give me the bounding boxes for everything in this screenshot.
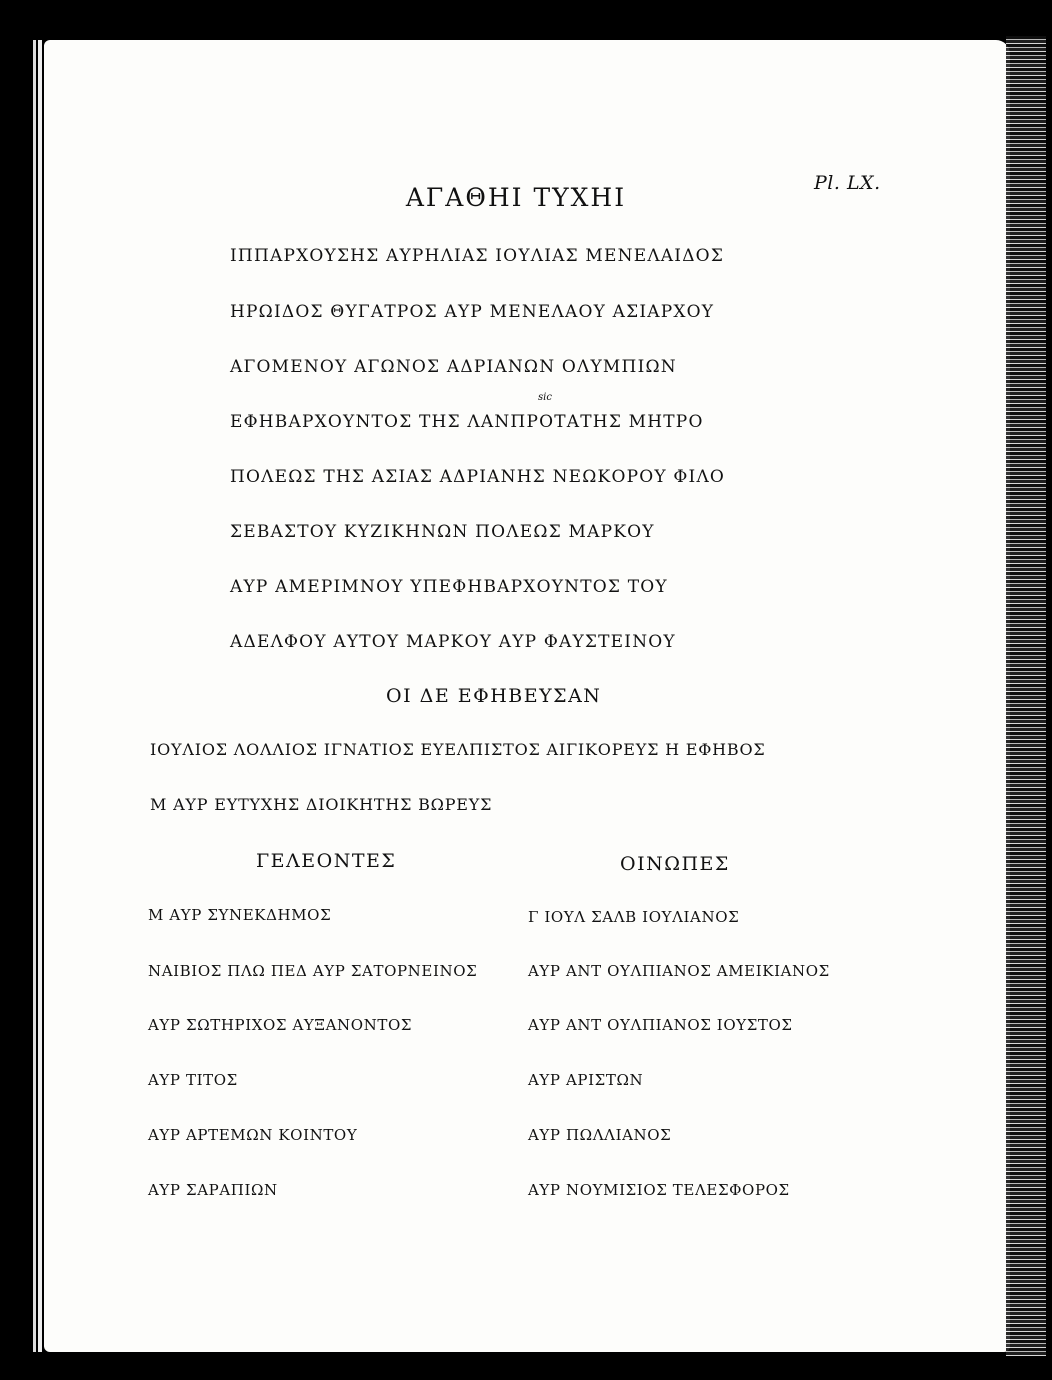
inscription-line: ΑΓΟΜΕΝΟΥ ΑΓΩΝΟΣ ΑΔΡΙΑΝΩΝ ΟΛΥΜΠΙΩΝ <box>230 357 677 377</box>
inscription-line: ΑΔΕΛΦΟΥ ΑΥΤΟΥ ΜΑΡΚΟΥ ΑΥΡ ΦΑΥΣΤΕΙΝΟΥ <box>230 632 676 652</box>
right-column-name: ΑΥΡ ΑΝΤ ΟΥΛΠΙΑΝΟΣ ΑΜΕΙΚΙΑΝΟΣ <box>528 962 830 980</box>
left-column-name: ΝΑΙΒΙΟΣ ΠΛΩ ΠΕΔ ΑΥΡ ΣΑΤΟΡΝΕΙΝΟΣ <box>148 962 478 980</box>
page-left-edge <box>30 40 42 1352</box>
page-right-edge <box>1006 36 1046 1356</box>
inscription-line: ΕΦΗΒΑΡΧΟΥΝΤΟΣ ΤΗΣ ΛΑΝΠΡΟΤΑΤΗΣ ΜΗΤΡΟ <box>230 412 704 432</box>
ephebe-line: Μ ΑΥΡ ΕΥΤΥΧΗΣ ΔΙΟΙΚΗΤΗΣ ΒΩΡΕΥΣ <box>150 795 493 814</box>
left-column-name: Μ ΑΥΡ ΣΥΝΕΚΔΗΜΟΣ <box>148 906 332 924</box>
left-column-heading: ΓΕΛΕΟΝΤΕΣ <box>256 850 397 872</box>
sic-annotation: sic <box>538 392 552 403</box>
inscription-line: ΣΕΒΑΣΤΟΥ ΚΥΖΙΚΗΝΩΝ ΠΟΛΕΩΣ ΜΑΡΚΟΥ <box>230 522 655 542</box>
inscription-line: ΑΥΡ ΑΜΕΡΙΜΝΟΥ ΥΠΕΦΗΒΑΡΧΟΥΝΤΟΣ ΤΟΥ <box>230 577 668 597</box>
right-column-name: ΑΥΡ ΑΡΙΣΤΩΝ <box>528 1071 644 1089</box>
right-column-name: ΑΥΡ ΑΝΤ ΟΥΛΠΙΑΝΟΣ ΙΟΥΣΤΟΣ <box>528 1016 793 1034</box>
inscription-line: ΠΟΛΕΩΣ ΤΗΣ ΑΣΙΑΣ ΑΔΡΙΑΝΗΣ ΝΕΩΚΟΡΟΥ ΦΙΛΟ <box>230 467 726 487</box>
ephebe-line: ΙΟΥΛΙΟΣ ΛΟΛΛΙΟΣ ΙΓΝΑΤΙΟΣ ΕΥΕΛΠΙΣΤΟΣ ΑΙΓΙΚΟΡΕΥΣ Η ΕΦΗΒΟΣ <box>150 740 766 759</box>
left-column-name: ΑΥΡ ΑΡΤΕΜΩΝ ΚΟΙΝΤΟΥ <box>148 1126 358 1144</box>
left-column-name: ΑΥΡ ΤΙΤΟΣ <box>148 1071 238 1089</box>
right-column-name: Γ ΙΟΥΛ ΣΑΛΒ ΙΟΥΛΙΑΝΟΣ <box>528 908 740 926</box>
right-column-name: ΑΥΡ ΝΟΥΜΙΣΙΟΣ ΤΕΛΕΣΦΟΡΟΣ <box>528 1181 790 1199</box>
right-column-name: ΑΥΡ ΠΩΛΛΙΑΝΟΣ <box>528 1126 672 1144</box>
inscription-title: ΑΓΑΘΗΙ ΤΥΧΗΙ <box>405 183 627 212</box>
plate-label: Pl. LX. <box>814 172 881 194</box>
inscription-line: ΗΡΩΙΔΟΣ ΘΥΓΑΤΡΟΣ ΑΥΡ ΜΕΝΕΛΑΟΥ ΑΣΙΑΡΧΟΥ <box>230 302 715 322</box>
left-column-name: ΑΥΡ ΣΩΤΗΡΙΧΟΣ ΑΥΞΑΝΟΝΤΟΣ <box>148 1016 413 1034</box>
right-column-heading: ΟΙΝΩΠΕΣ <box>620 853 730 875</box>
inscription-line: ΙΠΠΑΡΧΟΥΣΗΣ ΑΥΡΗΛΙΑΣ ΙΟΥΛΙΑΣ ΜΕΝΕΛΑΙΔΟΣ <box>230 246 725 266</box>
ephebes-heading: ΟΙ ΔΕ ΕΦΗΒΕΥΣΑΝ <box>386 685 602 707</box>
left-column-name: ΑΥΡ ΣΑΡΑΠΙΩΝ <box>148 1181 278 1199</box>
